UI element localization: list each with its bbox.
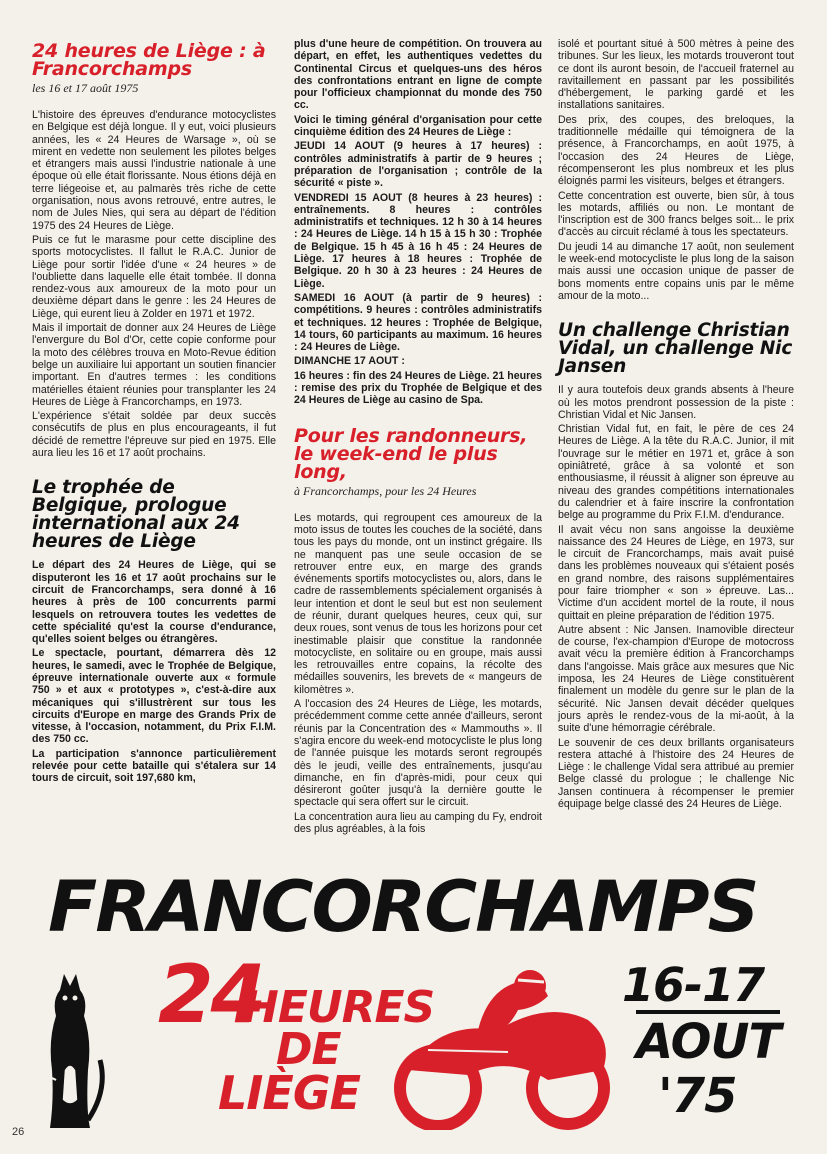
column-3 xyxy=(558,38,794,812)
paragraph: Puis ce fut le marasme pour cette discipline des sports motocyclistes. Il fallut le R.A.C. Junior de Liège pour sortir l'idée d'une « 24 heures » de l'oubliette dans laquelle elle était tombée. Il donna rendez-vous aux amoureux de la moto pour un deuxième départ dans le genre : les 24 Heures de Liège, qui eurent lieu à Zolder en 1971 et 1972. xyxy=(32,233,276,320)
section-subtitle: à Francorchamps, pour les 24 Heures xyxy=(294,483,477,498)
paragraph: SAMEDI 16 AOUT (à partir de 9 heures) : compétitions. 9 heures : contrôles administratifs et techniques. 12 heures : Trophée de Belgique, 14 tours, 60 participants au maximum. 16 heures : 24 Heures de Liège. xyxy=(294,291,542,354)
paragraph: Du jeudi 14 au dimanche 17 août, non seulement le week-end motocycliste le plus long de la saison mais aussi une occasion unique de passer de bons moments entre copains unis par le même amour de la moto... xyxy=(558,240,794,302)
ad-liege: LIÈGE xyxy=(218,1066,361,1120)
motorcycle-racer-icon xyxy=(368,960,628,1130)
ad-date-year: '75 xyxy=(658,1068,737,1124)
paragraph: Mais il importait de donner aux 24 Heures de Liège l'envergure du Bol d'Or, cette copie conforme pour la moto des célèbres trouva en Moto-Revue édition belge un auxiliaire lui apportant un soutien financier important. En d'autres termes : les conditions matérielles étaient réunies pour transplanter les 24 Heures de Liège à Francorchamps, en 1973. xyxy=(32,322,276,408)
ad-date-month: AOUT xyxy=(636,1010,780,1070)
paragraph: L'histoire des épreuves d'endurance motocyclistes en Belgique est déjà longue. Il y eut, voici plusieurs années, les « 24 Heures de Warsage », où se mirent en vedette non seulement les pilotes belges et étrangers mais aussi l'industrie nationale à une époque où elle était florissante. Nous étions déjà en terre liégeoise et, au palmarès très riche de cette organisation, nous avons retrouvé, entre autres, le nom de Jules Nies, qui sera au départ de l'édition 1975 des 24 Heures de Liège. xyxy=(32,109,276,232)
paragraph: Le spectacle, pourtant, démarrera dès 12 heures, le samedi, avec le Trophée de Belgique, épreuve internationale ouverte aux « formule 750 » et aux « prototypes », c'est-à-dire aux mécaniques qui s'illustrèrent sur tous les circuits d'Europe en marge des Grands Prix de vitesse, à l'occasion, notamment, du Prix F.I.M. des 750 cc. xyxy=(32,647,276,746)
paragraph: JEUDI 14 AOUT (9 heures à 17 heures) : contrôles administratifs à partir de 9 heures ; préparation de l'organisation ; contrôle de la sécurité « piste ». xyxy=(294,140,542,190)
paragraph: L'expérience s'était soldée par deux succès consécutifs de plus en plus encourageants, il fut décidé de remettre l'épreuve sur pied en 1975. Elle aura lieu les 16 et 17 août prochains. xyxy=(32,410,276,460)
ad-de: DE xyxy=(276,1024,341,1075)
article-title: 24 heures de Liège : à Francorchamps xyxy=(32,40,266,80)
section-title: Le trophée de Belgique, prologue international aux 24 heures de Liège xyxy=(32,477,240,553)
paragraph: Des prix, des coupes, des breloques, la traditionnelle médaille qui témoignera de la présence, à Francorchamps, en août 1975, à l'occasion des 24 Heures de Liège, récompenseront les plus nombreux et les plus éloignés parmi les visiteurs, belges et étrangers. xyxy=(558,113,794,188)
paragraph: VENDREDI 15 AOUT (8 heures à 23 heures) : entraînements. 8 heures : contrôles administratifs et techniques. 12 h 30 à 14 heures : 24 Heures de Liège. 14 h 15 à 15 h 30 : Trophée de Belgique. 15 h 45 à 16 h 45 : 24 Heures de Liège. 17 heures à 18 heures : Trophée de Belgique. 20 h 30 à 23 heures : 24 Heures de Liège. xyxy=(294,191,542,290)
paragraph: Les motards, qui regroupent ces amoureux de la moto issus de toutes les couches de la société, dans tous les pays du monde, ont un instinct grégaire. Ils ne manquent pas une seule occasion de se retrouver entre eux, en marge des grands événements sportifs motocyclistes ou, alors, dans le cadre de rassemblements spécialement organisés à leur intention et dont le seul but est non seulement de réunir, durant quelques heures, ceux qui, sur deux roues, sont venus de tous les horizons pour cet inestimable plaisir que constitue la randonnée motocycliste, en solitaire ou en groupe, mais aussi les retrouvailles entre copains, la récolte des médailles souvenirs, les brevets de « mangeurs de kilomètres ». xyxy=(294,511,542,696)
paragraph: Cette concentration est ouverte, bien sûr, à tous les motards, affiliés ou non. Le montant de l'inscription est de 300 francs belges soit... le prix d'accès au circuit réclamé à tous les spectateurs. xyxy=(558,189,794,239)
ad-24: 24 xyxy=(158,948,264,1041)
page-number: 26 xyxy=(12,1126,25,1138)
column-1 xyxy=(32,38,276,787)
paragraph: La concentration aura lieu au camping du Fy, endroit des plus agréables, à la fois xyxy=(294,810,542,836)
paragraph: La participation s'annonce particulièrement relevée pour cette bataille qui s'étalera sur 14 tours de circuit, soit 197,680 km, xyxy=(32,747,276,785)
ad-heures: HEURES xyxy=(242,982,435,1033)
ad-date-days: 16-17 xyxy=(622,958,765,1012)
section-title: Pour les randonneurs, le week-end le plus long, xyxy=(294,424,528,483)
paragraph: Autre absent : Nic Jansen. Inamovible directeur de course, l'ex-champion d'Europe de motocross avait vécu la première édition à Francorchamps dans l'angoisse. Mais grâce aux mesures que Nic imposa, les 24 Heures de Liège constituèrent finalement un modèle du genre sur le plan de la sécurité. Nic Jansen devait décéder quelques jours après le rendez-vous de la mi-août, à la suite d'une hémorragie cérébrale. xyxy=(558,623,794,735)
article-subtitle: les 16 et 17 août 1975 xyxy=(32,81,139,95)
paragraph: DIMANCHE 17 AOUT : xyxy=(294,355,405,368)
paragraph: Voici le timing général d'organisation pour cette cinquième édition des 24 Heures de Liège : xyxy=(294,113,542,139)
paragraph: Il avait vécu non sans angoisse la deuxième naissance des 24 Heures de Liège, en 1973, sur le circuit de Francorchamps, mais avait puisé dans les problèmes nouveaux qui s'étaient posés en grand nombre, des raisons supplémentaires pour faire triompher « son » épreuve. Las... Victime d'un accident mortel de la route, il nous quittait en pleine préparation de l'édition 1975. xyxy=(558,523,794,622)
paragraph: Le souvenir de ces deux brillants organisateurs restera attaché à l'histoire des 24 Heures de Liège : le challenge Vidal sera attribué au premier Belge classé du prologue ; le challenge Nic Jansen continuera à récompenser le premier équipage belge classé des 24 Heures de Liège. xyxy=(558,736,794,811)
paragraph: isolé et pourtant situé à 500 mètres à peine des tribunes. Sur les lieux, les motards trouveront tout ce dont ils auront besoin, de l'accueil fraternel au ravitaillement en passant par les possibilités d'hébergement, le parking gardé et les installations sanitaires. xyxy=(558,38,794,112)
paragraph: plus d'une heure de compétition. On trouvera au départ, en effet, les authentiques vedettes du Continental Circus et quelques-uns des héros des confrontations entrant en ligne de compte pour l'officieux championnat du monde des 750 cc. xyxy=(294,38,542,112)
paragraph: 16 heures : fin des 24 Heures de Liège. 21 heures : remise des prix du Trophée de Belgique et des 24 Heures de Liège au casino de Spa. xyxy=(294,369,542,407)
section-title: Un challenge Christian Vidal, un challenge Nic Jansen xyxy=(558,320,793,378)
cat-icon xyxy=(30,970,110,1130)
paragraph: Il y aura toutefois deux grands absents à l'heure où les motos prendront possession de la piste : Christian Vidal et Nic Jansen. xyxy=(558,384,794,421)
paragraph: Christian Vidal fut, en fait, le père de ces 24 Heures de Liège. A la tête du R.A.C. Junior, il mit l'ouvrage sur le métier en 1971 et, grâce à son opiniâtreté, grâce à sa volonté et son enthousiasme, il réussit à aligner son épreuve au niveau des grandes compétitions internationales du calendrier et à faire inscrire la confrontation belge au programme du Prix F.I.M. d'endurance. xyxy=(558,423,794,522)
paragraph: Le départ des 24 Heures de Liège, qui se disputeront les 16 et 17 août prochains sur le circuit de Francorchamps, sera donné à 16 heures à près de 100 concurrents parmi lesquels on retrouvera toutes les vedettes de cette spécialité qu'est la course d'endurance, qu'elles soient belges ou étrangères. xyxy=(32,559,276,646)
ad-title: FRANCORCHAMPS xyxy=(48,866,758,948)
column-2 xyxy=(294,38,542,837)
francorchamps-ad-banner xyxy=(28,860,798,1140)
paragraph: A l'occasion des 24 Heures de Liège, les motards, précédemment comme cette année d'ailleurs, seront réunis par la Concentration des « Mammouths ». Il s'agira encore du week-end motocycliste le plus long de l'année puisque les motards seront regroupés dès le jeudi, veille des entraînements, jusqu'au dimanche, en fin d'après-midi, pour ceux qui désireront goûter jusqu'à la dernière goutte le spectacle qui sera offert sur le circuit. xyxy=(294,698,542,809)
